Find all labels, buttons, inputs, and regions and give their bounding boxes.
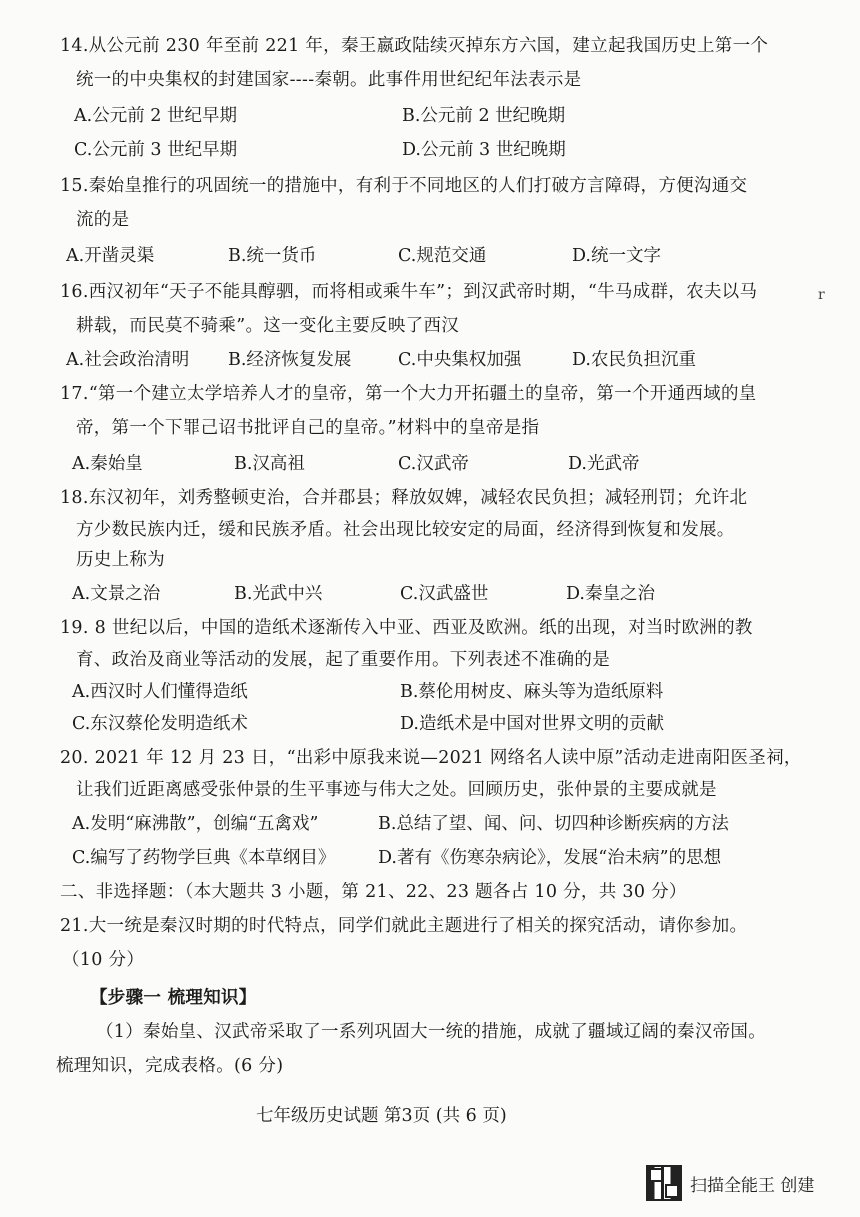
q17-option-a: A.秦始皇 [72, 454, 143, 474]
q17-line-1: 17.“第一个建立太学培养人才的皇帝，第一个大力开拓疆土的皇帝，第一个开通西域的皇 [60, 384, 757, 404]
q18-option-d: D.秦皇之治 [566, 584, 655, 604]
q20-option-c: C.编写了药物学巨典《本草纲目》 [72, 848, 336, 868]
q15-option-d: D.统一文字 [572, 246, 661, 266]
q19-line-2: 育、政治及商业等活动的发展，起了重要作用。下列表述不准确的是 [76, 650, 610, 670]
q16-option-b: B.经济恢复发展 [228, 350, 352, 370]
q18-option-a: A.文景之治 [72, 584, 161, 604]
margin-mark: r [818, 287, 825, 303]
q14-line-1: 14.从公元前 230 年至前 221 年，秦王嬴政陆续灭掉东方六国，建立起我国历史上第一个 [60, 36, 769, 56]
q14-option-a: A.公元前 2 世纪早期 [74, 106, 237, 126]
q19-option-a: A.西汉时人们懂得造纸 [72, 682, 248, 702]
q15-option-c: C.规范交通 [398, 246, 487, 266]
q17-option-d: D.光武帝 [568, 454, 640, 474]
q19-option-b: B.蔡伦用树皮、麻头等为造纸原料 [400, 682, 664, 702]
q18-option-b: B.光武中兴 [234, 584, 323, 604]
q15-option-b: B.统一货币 [228, 246, 317, 266]
q20-option-d: D.著有《伤寒杂病论》，发展“治未病”的思想 [378, 848, 722, 868]
q15-line-1: 15.秦始皇推行的巩固统一的措施中，有利于不同地区的人们打破方言障碍，方便沟通交 [60, 176, 748, 196]
q21-line-2: （10 分） [62, 950, 145, 970]
q18-line-2: 方少数民族内迁，缓和民族矛盾。社会出现比较安定的局面，经济得到恢复和发展。 [76, 520, 735, 540]
qr-code-icon [646, 1165, 682, 1201]
q20-line-2: 让我们近距离感受张仲景的生平事迹与伟大之处。回顾历史，张仲景的主要成就是 [76, 780, 717, 800]
q21-line-1: 21.大一统是秦汉时期的时代特点，同学们就此主题进行了相关的探究活动，请你参加。 [60, 916, 748, 936]
q18-line-1: 18.东汉初年，刘秀整顿吏治，合并郡县；释放奴婢，减轻农民负担；减轻刑罚；允许北 [60, 488, 748, 508]
q19-line-1: 19. 8 世纪以后，中国的造纸术逐渐传入中亚、西亚及欧洲。纸的出现，对当时欧洲的教 [60, 618, 753, 638]
q21-sub-2: 梳理知识，完成表格。(6 分) [56, 1056, 284, 1076]
scanner-watermark [646, 1163, 846, 1203]
q14-option-d: D.公元前 3 世纪晚期 [402, 140, 566, 160]
q21-step-heading: 【步骤一 梳理知识】 [90, 988, 257, 1008]
q16-option-a: A.社会政治清明 [66, 350, 190, 370]
q19-option-c: C.东汉蔡伦发明造纸术 [72, 714, 248, 734]
watermark-text: 扫描全能王 创建 [690, 1175, 815, 1196]
q16-line-2: 耕载，而民莫不骑乘”。这一变化主要反映了西汉 [76, 316, 460, 336]
q20-line-1: 20. 2021 年 12 月 23 日，“出彩中原我来说—2021 网络名人读中原”活动走进南阳医圣祠， [60, 748, 802, 768]
q16-option-c: C.中央集权加强 [398, 350, 522, 370]
q14-option-b: B.公元前 2 世纪晚期 [402, 106, 566, 126]
q15-line-2: 流的是 [76, 210, 130, 230]
q16-line-1: 16.西汉初年“天子不能具醇驷，而将相或乘牛车”；到汉武帝时期，“牛马成群，农夫以马 [60, 282, 758, 302]
q14-option-c: C.公元前 3 世纪早期 [74, 140, 238, 160]
q18-option-c: C.汉武盛世 [400, 584, 489, 604]
page-footer: 七年级历史试题 第3页 (共 6 页) [256, 1106, 507, 1126]
q17-option-b: B.汉高祖 [234, 454, 305, 474]
q17-option-c: C.汉武帝 [398, 454, 469, 474]
q20-option-a: A.发明“麻沸散”，创编“五禽戏” [72, 814, 319, 834]
section-2-heading: 二、非选择题：（本大题共 3 小题，第 21、22、23 题各占 10 分，共 30 分） [60, 882, 687, 902]
q14-line-2: 统一的中央集权的封建国家----秦朝。此事件用世纪纪年法表示是 [76, 70, 582, 90]
q19-option-d: D.造纸术是中国对世界文明的贡献 [400, 714, 664, 734]
q20-option-b: B.总结了望、闻、问、切四种诊断疾病的方法 [378, 814, 729, 834]
q21-sub-1: （1）秦始皇、汉武帝采取了一系列巩固大一统的措施，成就了疆域辽阔的秦汉帝国。 [96, 1022, 767, 1042]
q17-line-2: 帝，第一个下罪己诏书批评自己的皇帝。”材料中的皇帝是指 [76, 418, 540, 438]
q15-option-a: A.开凿灵渠 [66, 246, 155, 266]
q18-line-3: 历史上称为 [76, 550, 165, 570]
q16-option-d: D.农民负担沉重 [572, 350, 696, 370]
